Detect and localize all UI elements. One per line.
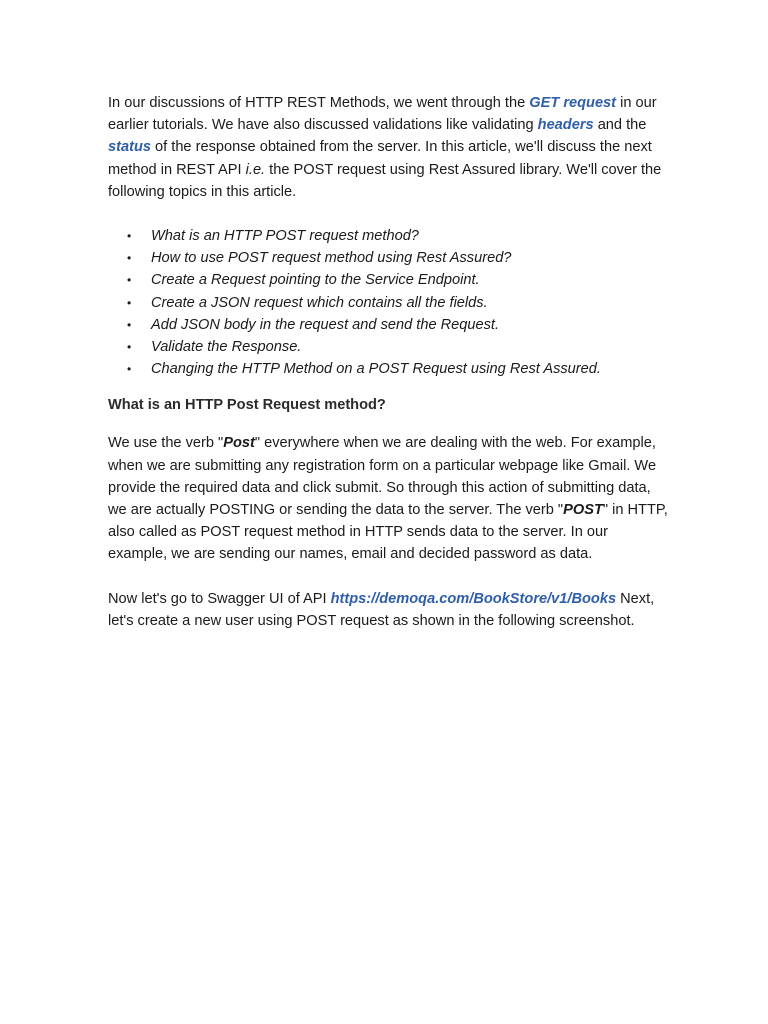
topic-item (108, 292, 668, 314)
topic-text: Create a Request pointing to the Service Endpoint. (151, 272, 480, 289)
topic-item (108, 336, 668, 358)
post-verb: Post (223, 435, 255, 452)
topic-item (108, 314, 668, 336)
intro-paragraph (108, 92, 668, 203)
bullet-icon: • (127, 273, 132, 288)
post-verb-caps: POST (563, 502, 603, 519)
bullet-icon: • (127, 229, 132, 244)
post-explanation-paragraph (108, 432, 668, 565)
get-request-link[interactable]: GET request (529, 95, 617, 111)
topic-text: What is an HTTP POST request method? (151, 228, 419, 245)
swagger-paragraph (108, 588, 668, 632)
document-body (108, 92, 668, 632)
bullet-icon: • (127, 362, 132, 377)
intro-ie: i.e. (245, 161, 266, 178)
section-heading: What is an HTTP Post Request method? (108, 397, 386, 414)
topics-list (108, 225, 668, 380)
topic-text: How to use POST request method using Rest Assured? (151, 250, 512, 267)
api-books-link[interactable]: https://demoqa.com/BookStore/v1/Books (330, 590, 617, 607)
status-link[interactable]: status (108, 139, 151, 156)
topic-text: Create a JSON request which contains all the fields. (151, 294, 488, 311)
intro-text-5: the POST request using Rest Assured library. We'll cover the following topics in this article. (108, 161, 662, 200)
para3-text-2: Next, let's create a new user using POST request as shown in the following screenshot. (108, 590, 655, 629)
topic-item (108, 358, 668, 380)
bullet-icon: • (127, 340, 132, 355)
topic-text: Add JSON body in the request and send the Request. (151, 316, 500, 333)
para2-text-1: We use the verb " (108, 435, 224, 452)
para2-text-2: " everywhere when we are dealing with the web. For example, when we are submitting any registration form on a particular webpage like Gmail. We provide the required data and click submit. So through this action of submitting data, we are actually POSTING or sending the data to the server. The verb " (108, 435, 657, 519)
topic-item (108, 269, 668, 291)
headers-link[interactable]: headers (537, 117, 594, 134)
intro-text-2: in our earlier tutorials. We have also discussed validations like validating (108, 95, 657, 134)
para2-text-3: " in HTTP, also called as POST request method in HTTP sends data to the server. In our example, we are sending our names, email and decided password as data. (108, 502, 668, 563)
topic-item (108, 247, 668, 269)
topic-item (108, 225, 668, 247)
bullet-icon: • (127, 317, 132, 332)
bullet-icon: • (127, 251, 132, 266)
bullet-icon: • (127, 295, 132, 310)
intro-text-1: In our discussions of HTTP REST Methods, we went through the (108, 95, 530, 111)
para3-text-1: Now let's go to Swagger UI of API (108, 590, 331, 607)
intro-text-3: and the (593, 117, 647, 134)
topic-text: Validate the Response. (151, 339, 302, 356)
intro-text-4: of the response obtained from the server. In this article, we'll discuss the next method in REST API (108, 139, 652, 178)
topic-text: Changing the HTTP Method on a POST Request using Rest Assured. (151, 361, 601, 378)
